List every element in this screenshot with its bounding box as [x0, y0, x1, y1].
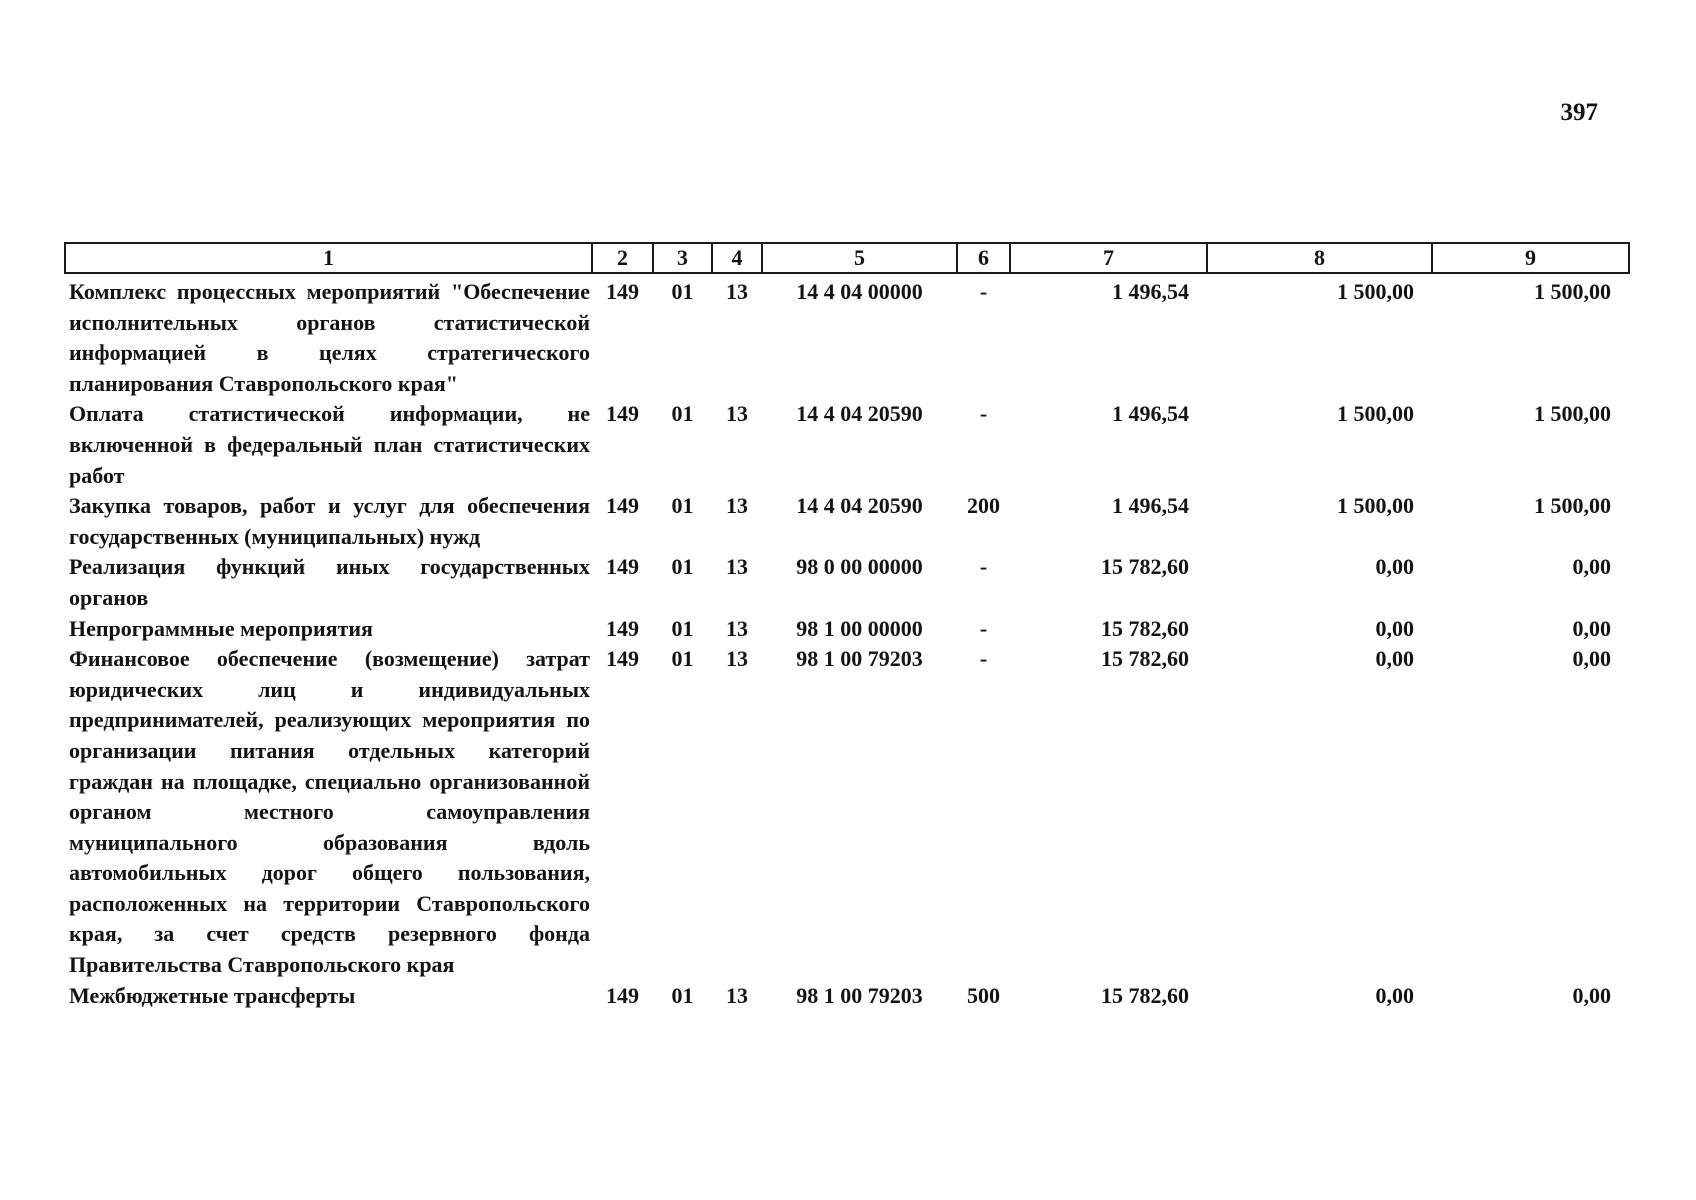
- row-amount-col8: 0,00: [1375, 615, 1414, 641]
- column-number-3: 3: [653, 243, 712, 273]
- row-name: Оплата статистической информации, не включенной в федеральный план статистических работ: [69, 401, 590, 488]
- row-ministry-code: 149: [606, 615, 639, 641]
- column-number-6: 6: [957, 243, 1010, 273]
- row-subsection-code: 13: [726, 554, 748, 580]
- column-number-2: 2: [592, 243, 653, 273]
- row-ministry-code: 149: [606, 401, 639, 427]
- row-amount-col7: 15 782,60: [1101, 646, 1189, 672]
- table-row: [65, 644, 1629, 981]
- table-row: [65, 491, 1629, 552]
- row-expense-type: -: [979, 615, 988, 641]
- row-expense-type: -: [979, 401, 988, 427]
- row-target-article: 14 4 04 20590: [796, 493, 923, 519]
- row-subsection-code: 13: [726, 615, 748, 641]
- column-number-8: 8: [1207, 243, 1432, 273]
- row-expense-type: 200: [967, 493, 1000, 519]
- column-number-5: 5: [762, 243, 957, 273]
- table-row: [65, 552, 1629, 613]
- row-amount-col8: 1 500,00: [1337, 493, 1414, 519]
- row-target-article: 98 1 00 00000: [796, 615, 923, 641]
- row-name: Реализация функций иных государственных органов: [69, 554, 590, 610]
- column-number-row: [65, 243, 1629, 273]
- row-amount-col9: 1 500,00: [1534, 493, 1611, 519]
- row-subsection-code: 13: [726, 401, 748, 427]
- row-section-code: 01: [671, 493, 694, 519]
- table-header: [65, 243, 1629, 273]
- row-amount-col7: 1 496,54: [1112, 493, 1189, 519]
- row-amount-col8: 1 500,00: [1337, 401, 1414, 427]
- row-amount-col8: 1 500,00: [1337, 279, 1414, 304]
- row-ministry-code: 149: [606, 646, 639, 672]
- row-amount-col7: 15 782,60: [1101, 554, 1189, 580]
- row-amount-col9: 0,00: [1572, 646, 1611, 672]
- budget-table: [64, 242, 1630, 1011]
- table-row: [65, 981, 1629, 1012]
- row-amount-col8: 0,00: [1375, 554, 1414, 580]
- row-amount-col9: 0,00: [1572, 982, 1611, 1008]
- row-amount-col7: 1 496,54: [1112, 401, 1189, 427]
- row-subsection-code: 13: [726, 279, 748, 304]
- row-section-code: 01: [671, 615, 694, 641]
- row-expense-type: -: [979, 646, 988, 672]
- row-amount-col9: 1 500,00: [1534, 279, 1611, 304]
- row-target-article: 14 4 04 00000: [796, 279, 923, 304]
- column-number-7: 7: [1010, 243, 1207, 273]
- row-subsection-code: 13: [726, 982, 748, 1008]
- row-ministry-code: 149: [606, 982, 639, 1008]
- column-number-4: 4: [712, 243, 762, 273]
- row-name: Финансовое обеспечение (возмещение) затрат юридических лиц и индивидуальных предпринимателей, реализующих мероприятия по организации питания отдельных категорий граждан на площадке, специально организованной органом местного самоуправления муниципального образования вдоль автомобильных дорог общего пользования, расположенных на территории Ставропольского края, за счет средств резервного фонда Правительства Ставропольского края: [69, 646, 590, 978]
- row-amount-col7: 15 782,60: [1101, 982, 1189, 1008]
- row-section-code: 01: [671, 982, 694, 1008]
- row-section-code: 01: [671, 646, 694, 672]
- row-ministry-code: 149: [606, 493, 639, 519]
- row-ministry-code: 149: [606, 279, 639, 304]
- row-subsection-code: 13: [726, 493, 748, 519]
- row-section-code: 01: [671, 401, 694, 427]
- row-target-article: 98 1 00 79203: [796, 646, 923, 672]
- row-name: Межбюджетные трансферты: [69, 982, 356, 1008]
- page-number: 397: [1560, 99, 1598, 126]
- row-section-code: 01: [671, 279, 694, 304]
- row-amount-col9: 0,00: [1572, 615, 1611, 641]
- row-expense-type: -: [979, 279, 988, 304]
- column-number-9: 9: [1432, 243, 1629, 273]
- row-name: Непрограммные мероприятия: [69, 615, 373, 641]
- row-amount-col9: 0,00: [1572, 554, 1611, 580]
- row-name: Закупка товаров, работ и услуг для обеспечения государственных (муниципальных) нужд: [69, 493, 590, 549]
- row-section-code: 01: [671, 554, 694, 580]
- row-name: Комплекс процессных мероприятий "Обеспечение исполнительных органов статистической информацией в целях стратегического планирования Ставропольского края": [69, 279, 590, 396]
- row-amount-col7: 15 782,60: [1101, 615, 1189, 641]
- row-amount-col9: 1 500,00: [1534, 401, 1611, 427]
- column-number-1: 1: [65, 243, 592, 273]
- row-subsection-code: 13: [726, 646, 748, 672]
- row-expense-type: -: [979, 554, 988, 580]
- row-expense-type: 500: [967, 982, 1000, 1008]
- row-target-article: 14 4 04 20590: [796, 401, 923, 427]
- table-row: [65, 273, 1629, 399]
- row-target-article: 98 1 00 79203: [796, 982, 923, 1008]
- row-amount-col7: 1 496,54: [1112, 279, 1189, 304]
- table-row: [65, 399, 1629, 491]
- table-body: [65, 273, 1629, 1011]
- row-amount-col8: 0,00: [1375, 646, 1414, 672]
- row-ministry-code: 149: [606, 554, 639, 580]
- table-row: [65, 614, 1629, 645]
- row-amount-col8: 0,00: [1375, 982, 1414, 1008]
- row-target-article: 98 0 00 00000: [796, 554, 923, 580]
